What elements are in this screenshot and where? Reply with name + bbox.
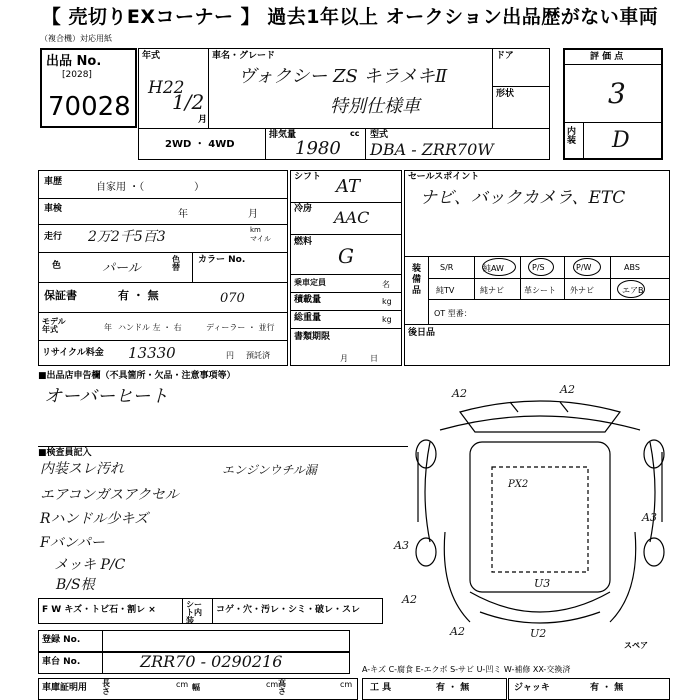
drive-label: 2WD ・ 4WD bbox=[165, 139, 235, 150]
shift-label: シフト bbox=[294, 172, 322, 182]
cc-label: cc bbox=[350, 129, 360, 138]
equip-item-1: 純AW bbox=[483, 264, 504, 273]
history-value: 自家用 ・（ ） bbox=[96, 182, 205, 193]
inspection-label: 車検 bbox=[44, 204, 63, 214]
warranty-value: 有 ・ 無 bbox=[118, 289, 159, 302]
equip-item-4: ABS bbox=[624, 263, 640, 272]
weight-unit: kg bbox=[382, 315, 392, 324]
inspector-side-note: エンジンウチル漏 bbox=[222, 463, 317, 477]
banner-title: 【 売切りEXコーナー 】 過去1年以上 オークション出品歴がない車両 bbox=[41, 6, 659, 28]
color-label: 色 bbox=[52, 261, 62, 271]
inspector-line-0: 内装スレ汚れ bbox=[40, 461, 124, 477]
grade-value: 特別仕様車 bbox=[330, 96, 420, 117]
equip-item-8: 外ナビ bbox=[570, 286, 594, 295]
ot-label: OT 型番： bbox=[434, 309, 472, 318]
wid-label: 幅 bbox=[192, 683, 200, 692]
spare-label: スペア bbox=[624, 641, 648, 650]
inspector-label: ■検査員記入 bbox=[38, 448, 92, 458]
equip-item-5: 純TV bbox=[436, 286, 455, 295]
month-label: 月 bbox=[198, 115, 208, 125]
lot-number: 70028 bbox=[48, 92, 131, 122]
recycle-label: リサイクル料金 bbox=[42, 348, 104, 358]
name-value: ヴォクシー ZS キラメキⅡ bbox=[238, 66, 448, 87]
equip-item-3: P/W bbox=[576, 263, 592, 272]
lot-label: 出品 No. bbox=[46, 54, 102, 69]
seat-label: シート内装 bbox=[186, 600, 202, 625]
model-change-year: 年 bbox=[104, 323, 112, 332]
model-label: 型式 bbox=[370, 130, 389, 140]
circle-mark-aw bbox=[482, 258, 516, 276]
displacement-label: 排気量 bbox=[269, 130, 297, 140]
grade-value: 3 bbox=[608, 77, 626, 110]
recycle-value: 13330 bbox=[128, 344, 176, 362]
document-unit: 月日 bbox=[340, 354, 400, 363]
inspection-year: 年 bbox=[178, 209, 188, 220]
name-label: 車名・グレード bbox=[212, 51, 276, 61]
month-value: 1/2 bbox=[172, 90, 205, 114]
seat-items: コゲ・穴・汚レ・シミ・破レ・スレ bbox=[216, 605, 361, 615]
mark-a2-top2: A2 bbox=[560, 383, 575, 396]
lot-small-number: [2028] bbox=[62, 70, 92, 80]
model-value: DBA - ZRR70W bbox=[370, 140, 494, 159]
mileage-unit: km マイル bbox=[250, 226, 271, 243]
interior-label: 内装 bbox=[567, 127, 577, 146]
tools-value: 有 ・ 無 bbox=[436, 683, 470, 693]
shape-label: 形状 bbox=[496, 89, 515, 99]
reg-label: 登録 No. bbox=[42, 635, 81, 645]
mark-a2-bottom: A2 bbox=[450, 625, 465, 638]
len-label: 長さ bbox=[102, 679, 110, 696]
inspector-line-5: B/S根 bbox=[56, 577, 95, 593]
interior-value: D bbox=[612, 128, 630, 153]
equip-item-6: 純ナビ bbox=[480, 286, 504, 295]
model-change-label: モデル年式 bbox=[42, 317, 66, 334]
ac-value: AAC bbox=[334, 208, 370, 227]
repaint-label: 色替 bbox=[172, 255, 180, 272]
inspector-line-4: メッキ P/C bbox=[54, 557, 126, 573]
equip-item-0: S/R bbox=[440, 263, 454, 272]
recycle-yen: 円 bbox=[226, 351, 234, 360]
subheader: （複合機）対応用紙 bbox=[40, 34, 112, 43]
grade-label: 評 価 点 bbox=[590, 52, 624, 62]
len-cm: cm bbox=[176, 680, 189, 689]
hgt-cm: cm bbox=[340, 680, 353, 689]
mark-u3: U3 bbox=[534, 577, 551, 590]
year-value: H22 bbox=[148, 78, 185, 98]
inspector-line-2: Rハンドル少キズ bbox=[40, 511, 149, 527]
mark-a3-left: A3 bbox=[394, 539, 409, 552]
inspector-line-1: エアコンガスアクセル bbox=[40, 487, 179, 503]
dealer-label: ディーラー ・ 並行 bbox=[206, 323, 275, 332]
jack-value: 有 ・ 無 bbox=[590, 683, 624, 693]
recycle-deposit: 預託済 bbox=[246, 351, 270, 360]
equipment-label: 装備品 bbox=[412, 264, 422, 296]
mark-a2-top: A2 bbox=[452, 387, 467, 400]
weight-label: 総重量 bbox=[294, 313, 322, 323]
load-unit: kg bbox=[382, 297, 392, 306]
seller-notes-label: ■出品店申告欄（不具箇所・欠品・注意事項等） bbox=[38, 371, 236, 381]
fuel-label: 燃料 bbox=[294, 237, 313, 247]
mark-u2: U2 bbox=[530, 627, 547, 640]
chassis-label: 車台 No. bbox=[42, 657, 81, 667]
fw-label: F W キズ・トビ石・割レ × bbox=[42, 605, 156, 615]
capacity-label: 乗車定員 bbox=[294, 278, 326, 287]
document-label: 書類期限 bbox=[294, 332, 331, 342]
mark-a2-left: A2 bbox=[402, 593, 417, 606]
history-label: 車歴 bbox=[44, 177, 63, 187]
wid-cm: cm bbox=[266, 680, 279, 689]
circle-mark-pw bbox=[573, 258, 601, 276]
mark-px2: PX2 bbox=[508, 479, 529, 490]
equip-item-2: P/S bbox=[532, 263, 545, 272]
equip-item-7: 革シート bbox=[524, 286, 556, 295]
tools-label: 工 具 bbox=[370, 683, 392, 693]
colorno-value: 070 bbox=[220, 291, 245, 306]
seller-notes-text: オーバーヒート bbox=[44, 386, 169, 407]
equip-item-9: エアB bbox=[622, 286, 644, 295]
circle-mark-airbag bbox=[617, 280, 645, 298]
year-label: 年式 bbox=[142, 51, 161, 61]
handle-label: ハンドル 左 ・ 右 bbox=[118, 323, 182, 332]
cert-label: 車庫証明用 bbox=[42, 683, 88, 693]
capacity-unit: 名 bbox=[382, 280, 390, 289]
warranty-label: 保証書 bbox=[44, 289, 77, 302]
displacement-value: 1980 bbox=[295, 138, 341, 159]
colorno-label: カラー No. bbox=[198, 255, 246, 265]
load-label: 積載量 bbox=[294, 295, 322, 305]
after-label: 後日品 bbox=[408, 328, 436, 338]
fuel-value: G bbox=[338, 244, 354, 268]
door-label: ドア bbox=[496, 51, 514, 61]
inspection-month: 月 bbox=[248, 209, 258, 220]
ac-label: 冷房 bbox=[294, 204, 313, 214]
color-value: パール bbox=[102, 261, 141, 276]
jack-label: ジャッキ bbox=[514, 683, 550, 693]
chassis-value: ZRR70 - 0290216 bbox=[140, 652, 283, 671]
circle-mark-ps bbox=[528, 258, 554, 276]
inspector-line-3: Fバンパー bbox=[40, 535, 105, 551]
damage-legend: A-キズ C-腐食 E-エクボ S-サビ U-凹ミ W-補修 XX-交換済 bbox=[362, 665, 571, 674]
hgt-label: 高さ bbox=[278, 679, 286, 696]
sales-value: ナビ、バックカメラ、ETC bbox=[420, 188, 626, 208]
mark-a3-right: A3 bbox=[642, 511, 657, 524]
reg-row bbox=[38, 630, 350, 652]
shift-value: AT bbox=[336, 176, 361, 197]
mileage-label: 走行 bbox=[44, 232, 63, 242]
sales-label: セールスポイント bbox=[408, 172, 480, 182]
history-block bbox=[38, 170, 288, 366]
mileage-value: 2万2千5百3 bbox=[88, 229, 166, 245]
